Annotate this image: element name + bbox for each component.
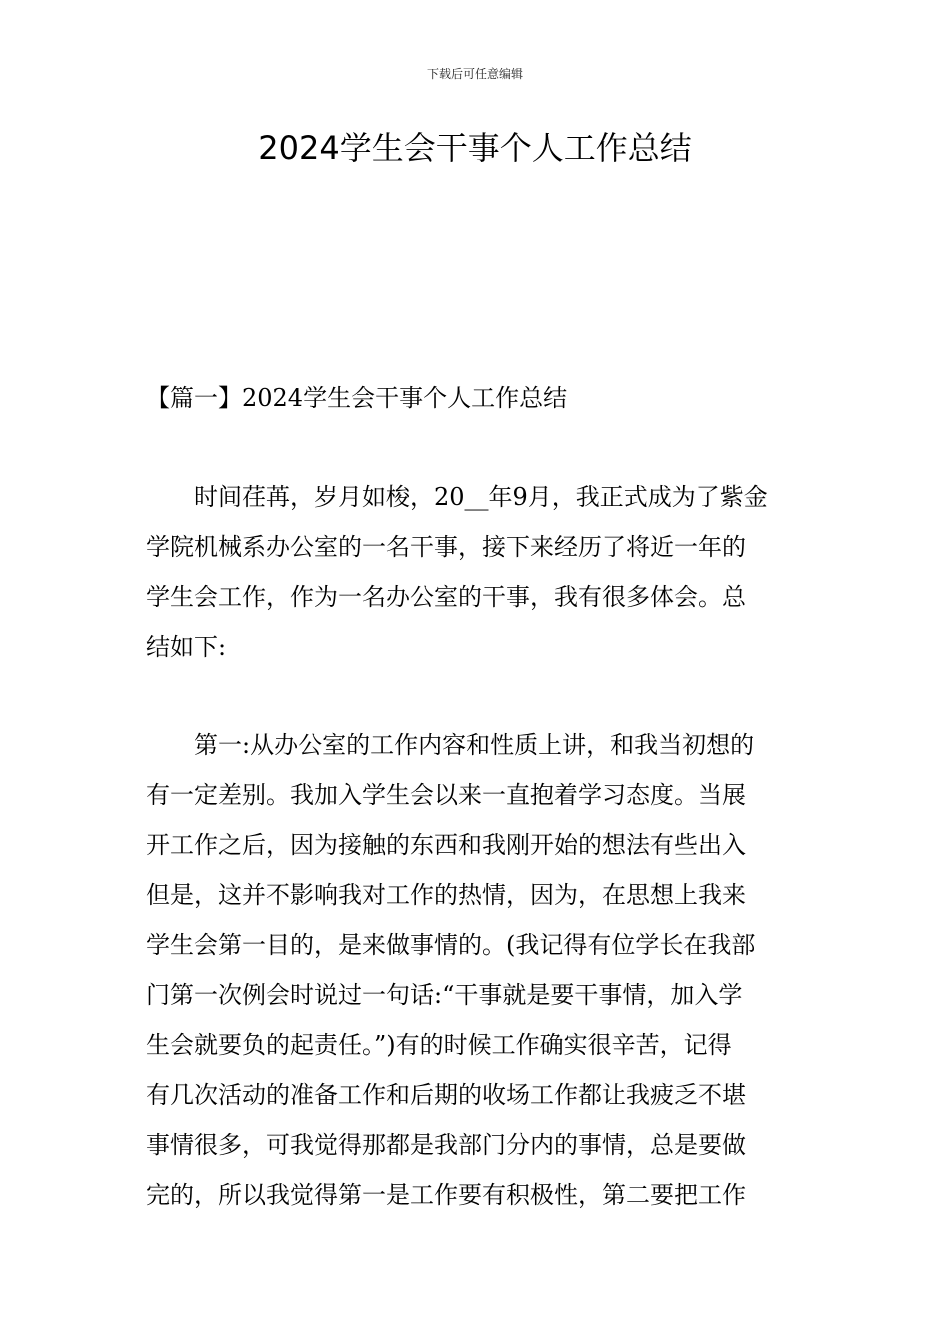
document-title: 2024学生会干事个人工作总结 [258, 129, 692, 167]
paragraph-line: 学生会第一目的，是来做事情的。(我记得有位学长在我部 [146, 931, 756, 959]
paragraph-line: 有几次活动的准备工作和后期的收场工作都让我疲乏不堪 [146, 1081, 746, 1109]
paragraph-line: 时间荏苒，岁月如梭，20__年9月，我正式成为了紫金 [194, 483, 768, 511]
paragraph-line: 门第一次例会时说过一句话:“干事就是要干事情，加入学 [146, 981, 743, 1009]
paragraph-line: 开工作之后，因为接触的东西和我刚开始的想法有些出入 [146, 831, 746, 859]
paragraph-line: 有一定差别。我加入学生会以来一直抱着学习态度。当展 [146, 781, 746, 809]
paragraph-line: 但是，这并不影响我对工作的热情，因为，在思想上我来 [146, 881, 746, 909]
header-note: 下载后可任意编辑 [426, 67, 523, 81]
paragraph-1 [146, 472, 806, 672]
paragraph-line: 学院机械系办公室的一名干事，接下来经历了将近一年的 [146, 533, 746, 561]
paragraph-line: 生会就要负的起责任。”)有的时候工作确实很辛苦，记得 [146, 1031, 732, 1059]
paragraph-line: 结如下: [146, 633, 227, 661]
section-heading: 【篇一】2024学生会干事个人工作总结 [146, 384, 568, 412]
paragraph-line: 事情很多，可我觉得那都是我部门分内的事情，总是要做 [146, 1131, 746, 1159]
paragraph-line: 第一:从办公室的工作内容和性质上讲，和我当初想的 [194, 731, 755, 759]
paragraph-2 [146, 720, 806, 1220]
paragraph-line: 完的，所以我觉得第一是工作要有积极性，第二要把工作 [146, 1181, 746, 1209]
paragraph-line: 学生会工作，作为一名办公室的干事，我有很多体会。总 [146, 583, 746, 611]
